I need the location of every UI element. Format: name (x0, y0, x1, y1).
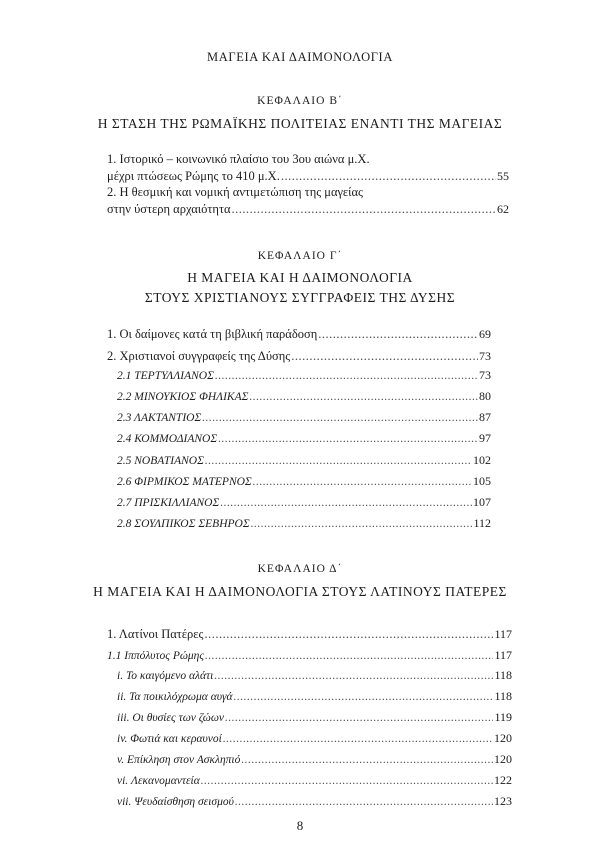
toc-entry: 1. Ιστορικό – κοινωνικό πλαίσιο του 3ου αιώνα μ.Χ. (107, 152, 370, 166)
chapter-b-label: ΚΕΦΑΛΑΙΟ Β΄ (257, 95, 343, 107)
dot-leader (235, 794, 493, 810)
toc-entry-text: iv. Φωτιά και κεραυνοί (117, 733, 222, 745)
dot-leader (225, 710, 493, 726)
chapter-c-title (0, 268, 600, 308)
chapter-d-title-line: Η ΜΑΓΕΙΑ ΚΑΙ Η ΔΑΙΜΟΝΟΛΟΓΙΑ ΣΤΟΥΣ ΛΑΤΙΝΟΥΣ ΠΑΤΕΡΕΣ (93, 584, 507, 599)
toc-entry (107, 168, 509, 184)
toc-entry-text: 2.4 ΚΟΜΜΟΔΙΑΝΟΣ (117, 433, 218, 445)
dot-leader (202, 410, 478, 426)
dot-leader (214, 668, 493, 684)
dot-leader (205, 453, 472, 469)
toc-entry-page: 105 (473, 474, 491, 488)
chapter-c-title-line: ΣΤΟΥΣ ΧΡΙΣΤΙΑΝΟΥΣ ΣΥΓΓΡΑΦΕΙΣ ΤΗΣ ΔΥΣΗΣ (144, 290, 456, 305)
dot-leader (205, 648, 493, 664)
dot-leader (204, 626, 493, 642)
toc-entry-text: 2.5 ΝΟΒΑΤΙΑΝΟΣ (117, 455, 204, 467)
dot-leader (220, 495, 472, 511)
dot-leader (215, 368, 478, 384)
toc-subentry (117, 515, 491, 532)
running-head: ΜΑΓΕΙΑ ΚΑΙ ΔΑΙΜΟΝΟΛΟΓΙΑ (207, 50, 393, 64)
dot-leader (218, 431, 478, 447)
toc-entry-text: 1. Οι δαίμονες κατά τη βιβλική παράδοση (107, 327, 318, 341)
toc-subentry (117, 730, 512, 747)
toc-subentry (117, 793, 512, 810)
toc-entry (107, 626, 512, 642)
toc-entry-page: 119 (494, 710, 512, 724)
toc-subentry (117, 667, 512, 684)
toc-entry-text: 2.3 ΛΑΚΤΑΝΤΙΟΣ (117, 412, 202, 424)
toc-entry-text: 2.2 ΜΙΝΟΥΚΙΟΣ ΦΗΛΙΚΑΣ (117, 391, 249, 403)
toc-subentry (117, 473, 491, 490)
toc-entry-page: 69 (479, 327, 491, 341)
toc-entry-text: 2.6 ΦΙΡΜΙΚΟΣ ΜΑΤΕΡΝΟΣ (117, 476, 252, 488)
dot-leader (281, 168, 496, 184)
toc-subentry (117, 430, 491, 447)
dot-leader (232, 201, 496, 217)
toc-entry-text: 2. Χριστιανοί συγγραφείς της Δύσης (107, 349, 291, 363)
toc-entry-page: 73 (479, 349, 491, 363)
toc-entry-page: 87 (479, 410, 491, 424)
dot-leader (291, 348, 478, 364)
toc-entry-text: 2.1 ΤΕΡΤΥΛΛΙΑΝΟΣ (117, 370, 214, 382)
toc-entry-page: 118 (494, 668, 512, 682)
toc-subentry (117, 452, 491, 469)
toc-subentry (117, 388, 491, 405)
toc-entry-text: vii. Ψευδαίσθηση σεισμού (117, 796, 234, 808)
dot-leader (241, 752, 493, 768)
toc-entry-page: 62 (497, 202, 509, 216)
toc-entry (107, 201, 509, 217)
toc-entry-page: 118 (494, 689, 512, 703)
toc-entry-page: 80 (479, 389, 491, 403)
toc-entry-page: 55 (497, 169, 509, 183)
toc-subentry (117, 709, 512, 726)
toc-entry-text: 2.8 ΣΟΥΛΠΙΚΟΣ ΣΕΒΗΡΟΣ (117, 518, 250, 530)
toc-entry-page: 122 (494, 773, 512, 787)
toc-entry-page: 120 (494, 752, 512, 766)
dot-leader (234, 689, 494, 705)
dot-leader (249, 389, 478, 405)
toc-entry-text: ii. Τα ποικιλόχρωμα αυγά (117, 691, 233, 703)
toc-entry-page: 112 (473, 516, 491, 530)
toc-entry-text: vi. Λεκανομαντεία (117, 775, 200, 787)
toc-entry-text: v. Επίκληση στον Ασκληπιό (117, 754, 241, 766)
dot-leader (201, 773, 493, 789)
toc-entry-page: 123 (494, 794, 512, 808)
chapter-b-title (0, 114, 600, 134)
toc-subentry (117, 367, 491, 384)
chapter-d-label: ΚΕΦΑΛΑΙΟ Δ΄ (257, 563, 343, 575)
toc-subentry (117, 688, 512, 705)
toc-entry-text: 2.7 ΠΡΙΣΚΙΛΛΙΑΝΟΣ (117, 497, 220, 509)
dot-leader (223, 731, 493, 747)
toc-entry-page: 107 (473, 495, 491, 509)
chapter-c-title-line: Η ΜΑΓΕΙΑ ΚΑΙ Η ΔΑΙΜΟΝΟΛΟΓΙΑ (187, 270, 413, 285)
toc-entry-page: 102 (473, 453, 491, 467)
dot-leader (253, 474, 472, 490)
dot-leader (251, 516, 473, 532)
toc-entry-text: 1. Λατίνοι Πατέρες (107, 627, 204, 641)
toc-entry-text: i. Το καιγόμενο αλάτι (117, 670, 214, 682)
chapter-b-title-line: Η ΣΤΑΣΗ ΤΗΣ ΡΩΜΑΪΚΗΣ ΠΟΛΙΤΕΙΑΣ ΕΝΑΝΤΙ ΤΗΣ ΜΑΓΕΙΑΣ (97, 116, 503, 131)
toc-subentry (117, 751, 512, 768)
toc-entry-page: 117 (494, 627, 512, 641)
toc-entry-page: 73 (479, 368, 491, 382)
toc-entry: 2. Η θεσμική και νομική αντιμετώπιση της μαγείας (107, 185, 363, 199)
toc-subentry (107, 647, 512, 664)
toc-entry-text: iii. Οι θυσίες των ζώων (117, 712, 225, 724)
toc-entry-page: 97 (479, 431, 491, 445)
toc-entry-page: 120 (494, 731, 512, 745)
toc-subentry (117, 409, 491, 426)
toc-entry-page: 117 (494, 648, 512, 662)
toc-entry-text: στην ύστερη αρχαιότητα (107, 202, 231, 216)
dot-leader (318, 326, 478, 342)
toc-entry (107, 348, 491, 364)
toc-subentry (117, 494, 491, 511)
toc-entry-text: μέχρι πτώσεως Ρώμης το 410 μ.Χ. (107, 169, 280, 183)
chapter-d-title (0, 582, 600, 602)
page-number: 8 (296, 818, 304, 833)
toc-subentry (117, 772, 512, 789)
toc-entry (107, 326, 491, 342)
chapter-c-label: ΚΕΦΑΛΑΙΟ Γ΄ (257, 250, 343, 262)
toc-entry-text: 1.1 Ιππόλυτος Ρώμης (107, 650, 205, 662)
